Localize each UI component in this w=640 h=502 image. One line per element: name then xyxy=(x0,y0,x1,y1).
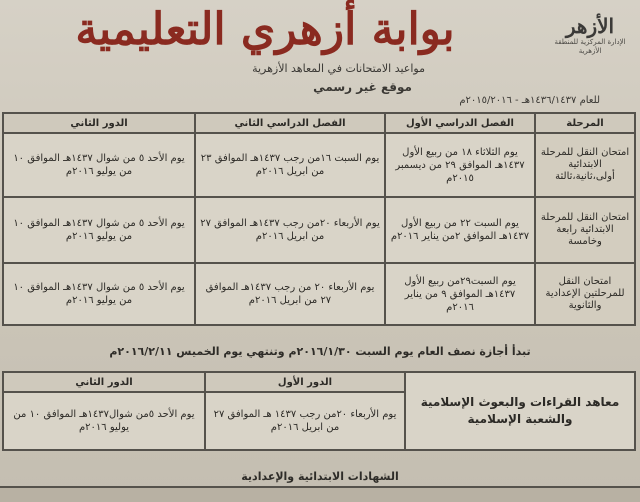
col-header-term2: الفصل الدراسي الثاني xyxy=(195,113,385,133)
round2-cell: يوم الأحد ٥ من شوال ١٤٣٧هـ الموافق ١٠ من يوليو ٢٠١٦م xyxy=(3,133,195,197)
stage-cell: امتحان النقل للمرحلة الابتدائية أولى،ثانية،ثالثة xyxy=(535,133,635,197)
stage-cell: امتحان النقل للمرحلتين الإعدادية والثانوية xyxy=(535,263,635,325)
exam-schedule-table xyxy=(2,112,636,326)
col-header-round2: الدور الثاني xyxy=(3,372,205,392)
table-row xyxy=(3,263,635,325)
azhar-logo xyxy=(550,14,630,60)
term1-cell: يوم السبت ٢٢ من ربيع الأول ١٤٣٧هـ الموافق ٢من يناير ٢٠١٦م xyxy=(385,197,535,263)
unofficial-site-label: موقع غير رسمي xyxy=(313,80,412,94)
term2-cell: يوم الأربعاء ٢٠ من رجب ١٤٣٧هـ الموافق ٢٧ من ابريل ٢٠١٦م xyxy=(195,263,385,325)
site-brand-title: بوابة أزهري التعليمية xyxy=(75,4,455,55)
certificates-section-heading: الشهادات الابتدائية والإعدادية xyxy=(241,470,399,483)
logo-subtitle: الإدارة المركزية للمنطقة الأزهرية xyxy=(554,38,626,55)
round1-cell: يوم الأربعاء ٢٠من رجب ١٤٣٧ هـ الموافق ٢٧ من ابريل ٢٠١٦م xyxy=(205,392,405,450)
mid-year-vacation-note: تبدأ أجازة نصف العام يوم السبت ٢٠١٦/١/٣٠م وتنتهي يوم الخميس ٢٠١٦/٢/١١م xyxy=(109,345,531,358)
academic-year-line: للعام ١٤٣٦/١٤٣٧هـ - ٢٠١٥/٢٠١٦م xyxy=(459,95,600,106)
table-row xyxy=(3,133,635,197)
col-header-stage: المرحلة xyxy=(535,113,635,133)
logo-mark-text: الأزهر xyxy=(565,14,615,38)
institutes-schedule-table xyxy=(2,371,636,451)
table-header-row xyxy=(3,372,635,392)
term2-cell: يوم الأربعاء ٢٠من رجب ١٤٣٧هـ الموافق ٢٧ من ابريل ٢٠١٦م xyxy=(195,197,385,263)
col-header-term1: الفصل الدراسي الأول xyxy=(385,113,535,133)
col-header-round2: الدور الثاني xyxy=(3,113,195,133)
table-header-row xyxy=(3,113,635,133)
stage-cell: امتحان النقل للمرحلة الابتدائية رابعة وخامسة xyxy=(535,197,635,263)
col-header-round1: الدور الأول xyxy=(205,372,405,392)
table-row xyxy=(3,197,635,263)
term1-cell: يوم الثلاثاء ١٨ من ربيع الأول ١٤٣٧هـ الموافق ٢٩ من ديسمبر ٢٠١٥م xyxy=(385,133,535,197)
term1-cell: يوم السبت٢٩من ربيع الأول ١٤٣٧هـ الموافق ٩ من يناير ٢٠١٦م xyxy=(385,263,535,325)
institutes-label-cell: معاهد القراءات والبعوث الإسلامية والشعبة الإسلامية xyxy=(405,372,635,450)
round2-cell: يوم الأحد ٥من شوال١٤٣٧هـ الموافق ١٠ من يوليو ٢٠١٦م xyxy=(3,392,205,450)
schedule-heading: مواعيد الامتحانات في المعاهد الأزهرية xyxy=(252,62,425,75)
round2-cell: يوم الأحد ٥ من شوال ١٤٣٧هـ الموافق ١٠ من يوليو ٢٠١٦م xyxy=(3,197,195,263)
term2-cell: يوم السبت ١٦من رجب ١٤٣٧هـ الموافق ٢٣ من ابريل ٢٠١٦م xyxy=(195,133,385,197)
round2-cell: يوم الأحد ٥ من شوال ١٤٣٧هـ الموافق ١٠ من يوليو ٢٠١٦م xyxy=(3,263,195,325)
